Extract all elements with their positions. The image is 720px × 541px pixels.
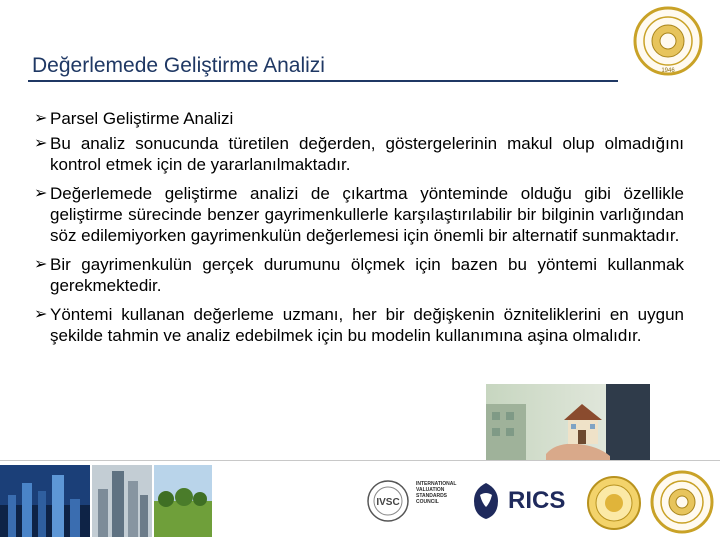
ivsc-line: INTERNATIONAL (416, 481, 457, 487)
rics-wordmark: RICS (508, 487, 566, 514)
gold-seal-logo (584, 473, 644, 533)
arrow-checkmark-icon: ➢ (34, 135, 48, 152)
slide-title: Değerlemede Geliştirme Analizi (32, 54, 325, 77)
bullet-text: Bir gayrimenkulün gerçek durumunu ölçmek için bazen bu yöntemi kullanmak gerekmektedir. (50, 255, 684, 295)
arrow-checkmark-icon: ➢ (34, 110, 48, 127)
rics-logo (470, 477, 580, 527)
bullet-item (34, 254, 684, 296)
bullet-list (34, 108, 684, 354)
green-field-image (154, 465, 212, 537)
bullet-text: Bu analiz sonucunda türetilen değerden, göstergelerinin makul olup olmadığını kontrol etmek için de yararlanılmaktadır. (50, 134, 684, 174)
city-skyline-night-image (0, 465, 90, 537)
bullet-text: Değerlemede geliştirme analizi de çıkartma yönteminde olduğu gibi özellikle geliştirme sürecinde benzer gayrimenkullerle karşılaştırılabilir bir bilginin varlığından söz edilemiyorken gayrimenkulün değerlemesi için önemli bir alternatif sunmaktadır. (50, 184, 684, 245)
arrow-checkmark-icon: ➢ (34, 185, 48, 202)
city-towers-image (92, 465, 152, 537)
arrow-checkmark-icon: ➢ (34, 256, 48, 273)
ivsc-abbr: IVSC (376, 497, 400, 508)
ivsc-logo (366, 473, 466, 533)
footer-strip (0, 460, 720, 541)
bullet-item (34, 183, 684, 246)
bullet-item (34, 304, 684, 346)
bullet-text: Yöntemi kullanan değerleme uzmanı, her bir değişkenin özniteliklerini en uygun şekilde tahmin ve analiz edebilmek için bu modelin kullanımına aşina olmalıdır. (50, 305, 684, 345)
ivsc-line: COUNCIL (416, 499, 439, 505)
university-seal-logo (626, 6, 710, 76)
bullet-text: Parsel Geliştirme Analizi (50, 109, 234, 128)
ivsc-line: STANDARDS (416, 493, 448, 499)
bullet-item (34, 133, 684, 175)
bullet-item (34, 108, 684, 129)
lion-emblem-icon (470, 481, 502, 521)
ivsc-line: VALUATION (416, 487, 445, 493)
title-divider (28, 80, 618, 82)
arrow-checkmark-icon: ➢ (34, 306, 48, 323)
seal-year: 1946 (661, 68, 675, 74)
university-seal-logo-bottom (648, 469, 716, 535)
